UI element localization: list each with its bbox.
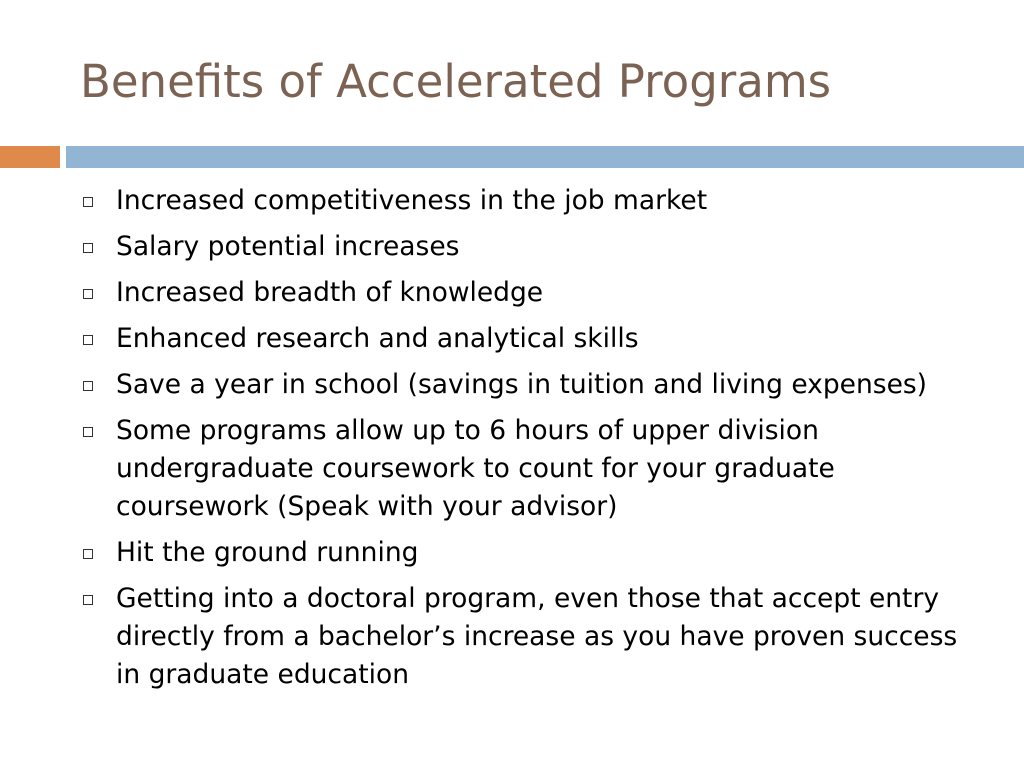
bullet-item bbox=[80, 366, 980, 404]
square-bullet-icon bbox=[83, 243, 93, 253]
square-bullet-icon bbox=[83, 595, 93, 605]
bullet-item bbox=[80, 320, 980, 358]
bullet-item bbox=[80, 182, 980, 220]
bullet-text: Getting into a doctoral program, even those that accept entry directly from a bachelor’s increase as you have proven success in graduate education bbox=[116, 583, 958, 690]
bullet-item bbox=[80, 412, 980, 526]
bullet-item bbox=[80, 534, 980, 572]
square-bullet-icon bbox=[83, 381, 93, 391]
square-bullet-icon bbox=[83, 335, 93, 345]
square-bullet-icon bbox=[83, 427, 93, 437]
bullet-item bbox=[80, 580, 980, 694]
slide-title: Benefits of Accelerated Programs bbox=[80, 55, 832, 108]
bullet-text: Save a year in school (savings in tuition and living expenses) bbox=[116, 369, 928, 400]
bullet-item bbox=[80, 228, 980, 266]
accent-bar-blue bbox=[66, 146, 1024, 168]
bullet-item bbox=[80, 274, 980, 312]
bullet-text: Hit the ground running bbox=[116, 537, 419, 568]
bullet-text: Salary potential increases bbox=[116, 231, 460, 262]
bullet-text: Enhanced research and analytical skills bbox=[116, 323, 639, 354]
square-bullet-icon bbox=[83, 549, 93, 559]
accent-bar-orange bbox=[0, 146, 60, 168]
square-bullet-icon bbox=[83, 197, 93, 207]
bullet-text: Increased breadth of knowledge bbox=[116, 277, 544, 308]
bullet-list bbox=[80, 182, 980, 702]
bullet-text: Increased competitiveness in the job market bbox=[116, 185, 708, 216]
bullet-text: Some programs allow up to 6 hours of upper division undergraduate coursework to count for your graduate coursework (Speak with your advisor) bbox=[116, 415, 835, 522]
square-bullet-icon bbox=[83, 289, 93, 299]
